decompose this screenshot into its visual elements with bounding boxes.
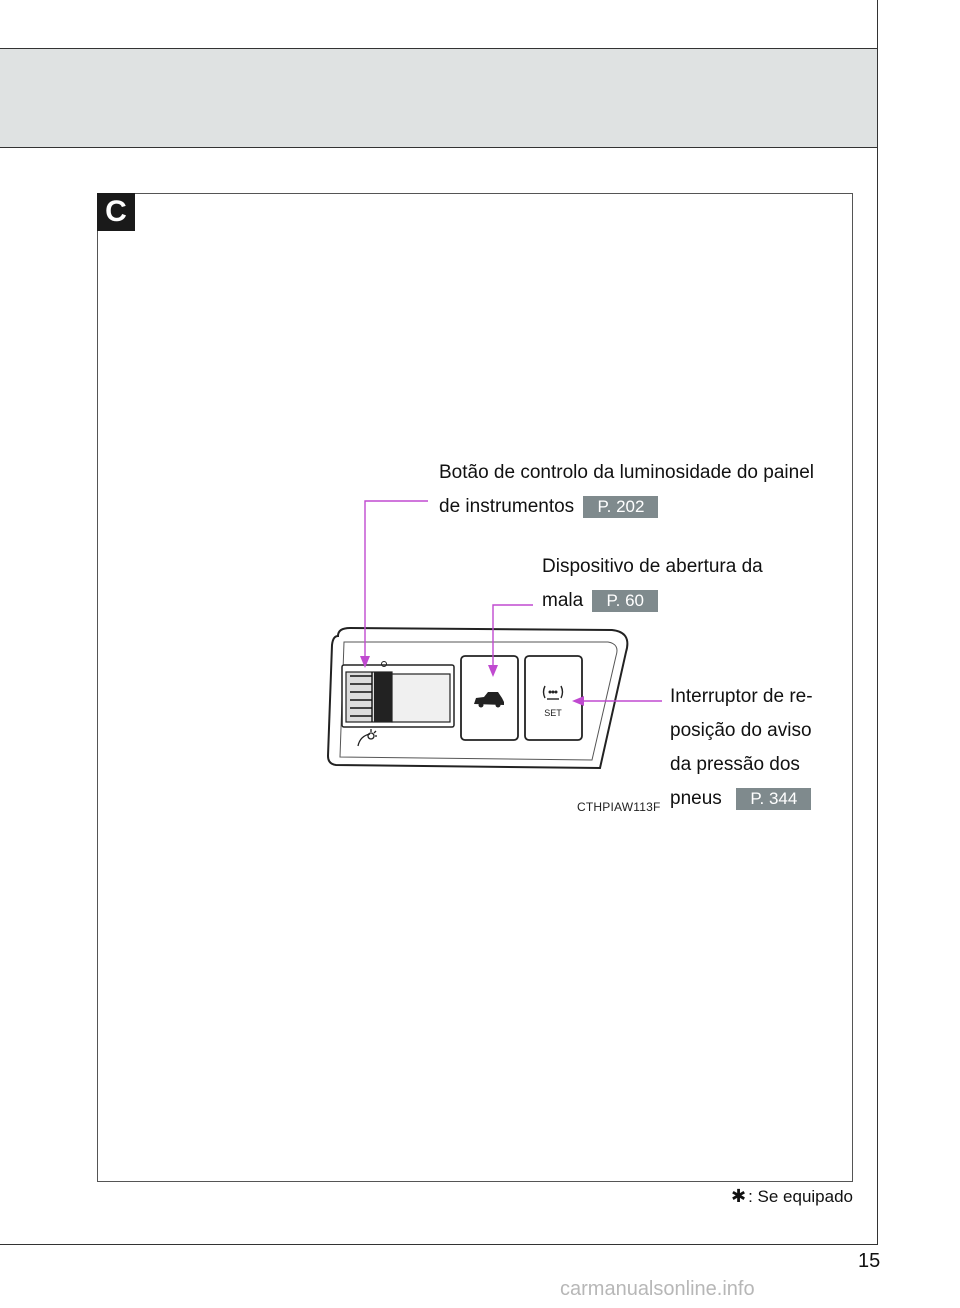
callout-tpms-line3: da pressão dos [670,754,800,775]
footer-watermark: carmanualsonline.info [560,1278,755,1300]
callout-trunk-line2: mala P. 60 [542,584,763,618]
page-ref-badge[interactable]: P. 60 [592,590,658,612]
page-ref-badge[interactable]: P. 344 [736,788,811,810]
section-tab: C [97,193,135,231]
asterisk-icon: ✱ [730,1186,747,1206]
page-number: 15 [858,1250,881,1272]
tire-pressure-reset-button [525,656,582,740]
callout-tpms-line2: posição do aviso [670,720,812,741]
dimmer-dial-cover [392,674,450,722]
set-label: SET [544,708,562,718]
callout-trunk-line1: Dispositivo de abertura da [542,556,763,577]
footnote-text: : Se equipado [748,1186,853,1206]
page-ref-badge[interactable]: P. 202 [583,496,658,518]
figure-code: CTHPIAW113F [577,800,661,814]
callout-brightness-line2: de instrumentos P. 202 [439,490,814,524]
callout-brightness-line1: Botão de controlo da luminosidade do painel [439,462,814,483]
callout-tpms-line4: pneus P. 344 [670,782,813,816]
callout-tpms-line1: Interruptor de re- [670,686,813,707]
footnote [731,1186,853,1207]
